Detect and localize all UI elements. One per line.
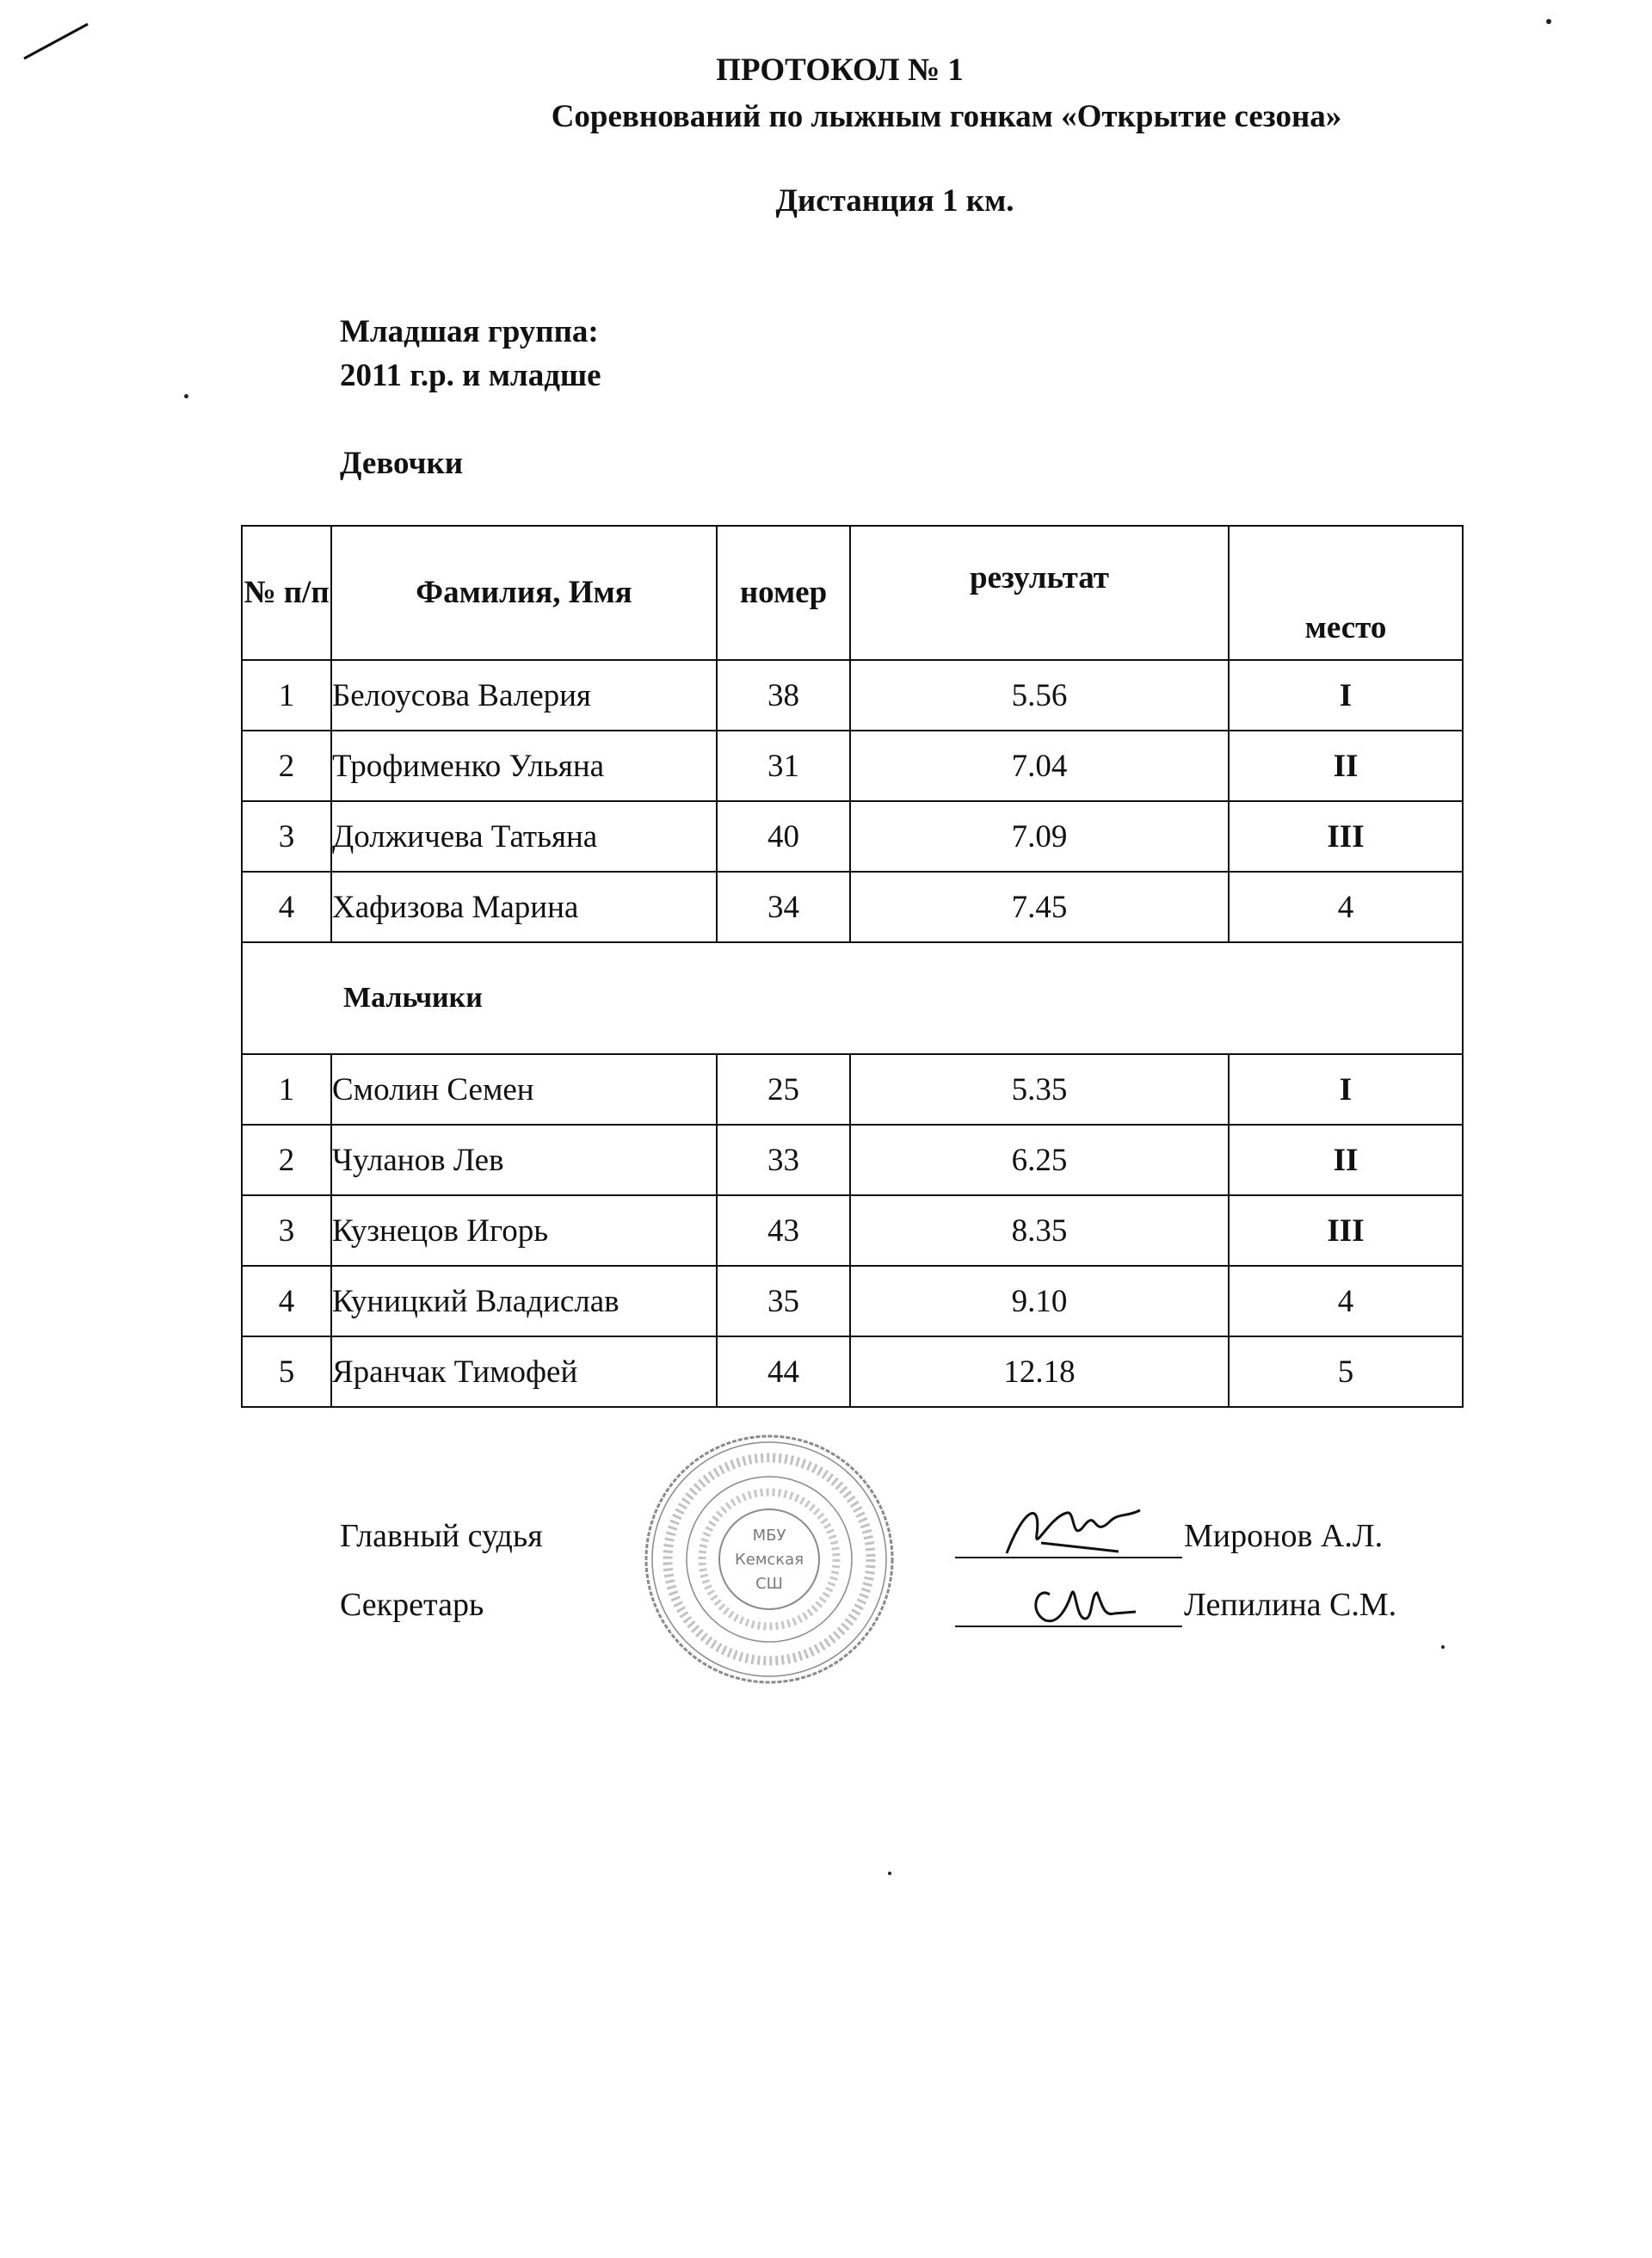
row-bib: 38 xyxy=(717,660,850,731)
judge-name: Миронов А.Л. xyxy=(1184,1518,1384,1554)
row-bib: 33 xyxy=(717,1125,850,1195)
table-row xyxy=(242,1266,1463,1336)
header-place: место xyxy=(1229,526,1463,660)
scan-speck-icon xyxy=(184,394,188,398)
row-result: 5.56 xyxy=(850,660,1229,731)
row-result: 6.25 xyxy=(850,1125,1229,1195)
row-name: Белоусова Валерия xyxy=(331,660,717,731)
row-num: 2 xyxy=(242,731,331,801)
girls-rows xyxy=(242,660,1463,1054)
stamp-line: МБУ xyxy=(752,1527,786,1545)
distance-heading: Дистанция 1 км. xyxy=(775,183,1014,219)
header-name: Фамилия, Имя xyxy=(331,526,717,660)
row-name: Чуланов Лев xyxy=(331,1125,717,1195)
row-num: 1 xyxy=(242,660,331,731)
row-name: Должичева Татьяна xyxy=(331,801,717,872)
row-name: Яранчак Тимофей xyxy=(331,1336,717,1407)
header-bib: номер xyxy=(717,526,850,660)
table-row xyxy=(242,1336,1463,1407)
row-name: Смолин Семен xyxy=(331,1054,717,1125)
row-place: I xyxy=(1229,1054,1463,1125)
table-row xyxy=(242,731,1463,801)
row-result: 9.10 xyxy=(850,1266,1229,1336)
row-result: 5.35 xyxy=(850,1054,1229,1125)
judge-role: Главный судья xyxy=(340,1518,543,1554)
table-header-row xyxy=(242,526,1463,660)
scan-speck-icon xyxy=(1546,19,1551,24)
row-bib: 35 xyxy=(717,1266,850,1336)
boys-rows xyxy=(242,1054,1463,1407)
row-num: 1 xyxy=(242,1054,331,1125)
row-bib: 25 xyxy=(717,1054,850,1125)
stamp-line: СШ xyxy=(755,1575,783,1593)
row-bib: 43 xyxy=(717,1195,850,1266)
row-name: Трофименко Ульяна xyxy=(331,731,717,801)
row-num: 4 xyxy=(242,1266,331,1336)
scan-mark-icon xyxy=(19,17,96,69)
competition-subtitle: Соревнований по лыжным гонкам «Открытие сезона» xyxy=(551,99,1342,134)
table-row xyxy=(242,872,1463,942)
scan-speck-icon xyxy=(1441,1645,1445,1649)
section-boys-row xyxy=(242,942,1463,1054)
secretary-signature-icon xyxy=(989,1560,1162,1638)
row-place: 4 xyxy=(1229,1266,1463,1336)
row-bib: 31 xyxy=(717,731,850,801)
row-place: II xyxy=(1229,1125,1463,1195)
stamp-line: Кемская xyxy=(734,1551,804,1569)
section-girls-label: Девочки xyxy=(340,446,464,481)
section-boys-label: Мальчики xyxy=(242,942,1463,1054)
table-row xyxy=(242,1054,1463,1125)
row-num: 3 xyxy=(242,1195,331,1266)
row-bib: 40 xyxy=(717,801,850,872)
row-place: III xyxy=(1229,801,1463,872)
table-row xyxy=(242,801,1463,872)
row-num: 2 xyxy=(242,1125,331,1195)
row-result: 7.09 xyxy=(850,801,1229,872)
row-place: III xyxy=(1229,1195,1463,1266)
scan-speck-icon xyxy=(888,1872,891,1875)
row-num: 4 xyxy=(242,872,331,942)
row-place: II xyxy=(1229,731,1463,801)
judge-signature-icon xyxy=(989,1491,1162,1569)
secretary-signature-row xyxy=(0,1586,1652,1638)
row-num: 3 xyxy=(242,801,331,872)
table-row xyxy=(242,660,1463,731)
secretary-name: Лепилина С.М. xyxy=(1184,1587,1397,1623)
group-label: Младшая группа: xyxy=(340,314,599,349)
results-table xyxy=(241,525,1464,1408)
row-name: Куницкий Владислав xyxy=(331,1266,717,1336)
row-bib: 34 xyxy=(717,872,850,942)
table-row xyxy=(242,1195,1463,1266)
row-result: 8.35 xyxy=(850,1195,1229,1266)
protocol-title: ПРОТОКОЛ № 1 xyxy=(716,52,964,88)
row-bib: 44 xyxy=(717,1336,850,1407)
row-name: Хафизова Марина xyxy=(331,872,717,942)
table-row xyxy=(242,1125,1463,1195)
row-name: Кузнецов Игорь xyxy=(331,1195,717,1266)
header-result: результат xyxy=(850,526,1229,660)
row-result: 7.04 xyxy=(850,731,1229,801)
row-result: 7.45 xyxy=(850,872,1229,942)
secretary-role: Секретарь xyxy=(340,1587,484,1623)
row-place: I xyxy=(1229,660,1463,731)
row-place: 4 xyxy=(1229,872,1463,942)
judge-signature-row xyxy=(0,1517,1652,1569)
row-place: 5 xyxy=(1229,1336,1463,1407)
row-num: 5 xyxy=(242,1336,331,1407)
row-result: 12.18 xyxy=(850,1336,1229,1407)
header-num: № п/п xyxy=(242,526,331,660)
group-years: 2011 г.р. и младше xyxy=(340,358,601,393)
